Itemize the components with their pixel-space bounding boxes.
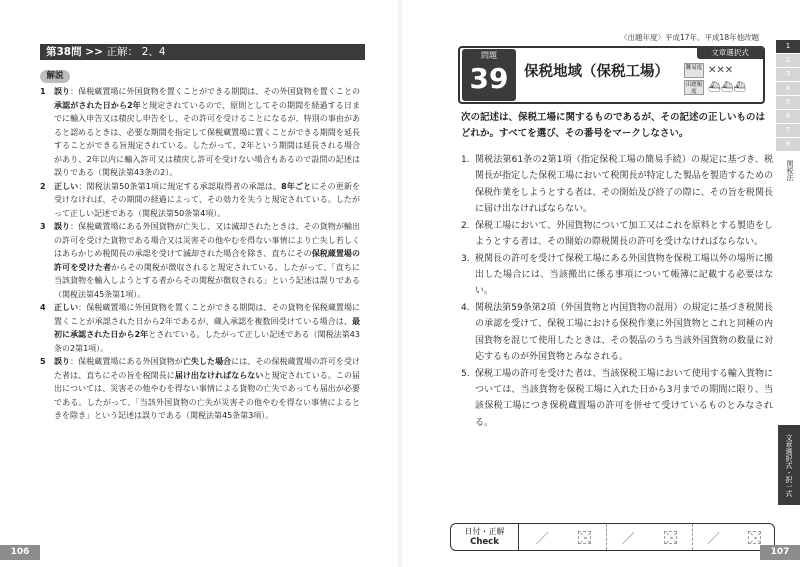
explanation-number: 5: [40, 357, 46, 366]
option-item: [461, 300, 773, 365]
option-item: [461, 251, 773, 300]
side-tab[interactable]: 6: [776, 110, 800, 123]
type-badge: 文章選択式: [697, 46, 763, 59]
header-arrows: >>: [85, 46, 107, 58]
check-label: 日付・正解: [464, 527, 505, 536]
option-text: 税関長の許可を受けて保税工場にある外国貨物を保税工場以外の場所に搬出した場合には、当該搬出に係る事項について帳簿に記載する必要はない。: [475, 253, 773, 297]
question-title: 保税地域（保税工場）: [524, 64, 669, 80]
difficulty-row: [684, 62, 758, 79]
check-cell[interactable]: [607, 524, 693, 550]
option-number: 4.: [461, 303, 470, 314]
side-tab[interactable]: 5: [776, 96, 800, 109]
difficulty-icons: ✕✕✕: [708, 65, 734, 76]
side-tab[interactable]: 8: [776, 138, 800, 151]
explanation-item: [40, 180, 360, 221]
option-item: [461, 366, 773, 431]
option-number: 3.: [461, 253, 470, 264]
explanation-item: [40, 220, 360, 301]
difficulty-label: 難易度: [684, 63, 704, 78]
option-text: 保税工場の許可を受けた者は、当該保税工場において使用する輸入貨物については、当該貨物を保税工場に入れた日から3月までの期間に限り、当該保税工場につき保税蔵置場の許可を併せて受けているものとみなされる。: [475, 368, 773, 428]
question-intro: 次の記述は、保税工場に関するものであるが、その記述の正しいものはどれか。すべてを選び、その番号をマークしなさい。: [461, 112, 766, 139]
option-item: [461, 218, 773, 251]
slash-mark: ／: [535, 531, 549, 547]
check-word: Check: [470, 537, 499, 547]
option-item: [461, 152, 773, 217]
frequency-row: [684, 79, 758, 96]
dotted-x-icon: [664, 531, 677, 544]
option-text: 関税法第59条第2項（外国貨物と内国貨物の混用）の規定に基づき税関長の承認を受けて、保税工場における保税作業に外国貨物とこれと同種の内国貨物を混じて使用したときは、その製品のうち当該外国貨物の数量に対応するものが外国貨物とみなされる。: [475, 303, 773, 363]
explanation-text: 誤り：保税蔵置場にある外国貨物が亡失し、又は滅却されたときは、その貨物が輸出の許可を受けた貨物である場合又は災害その他やむを得ない事情により亡失し若しくはあらかじめ税関長の承認を受けて滅却された場合を除き、直ちにその保税蔵置場の許可を受けた者からその関税が徴収されると規定されている。したがって、「直ちに当該貨物を輸入しようとする者からその関税が徴収される」という記述は誤りである（関税法第45条第1項）。: [54, 222, 361, 299]
side-tab[interactable]: 7: [776, 124, 800, 137]
explanation-text: 誤り：保税蔵置場に外国貨物を置くことができる期間は、その外国貨物を置くことの承認がされた日から2年と規定されているので、原則としてその期間を経過する日までに輸入申告又は積戻し申告をし、その許可を受けることになるが、特別の事由があると認めるときは、必要な期間を指定して保税蔵置場に置くことができる期間を延長することができる旨規定されている。したがって、2年という期間は延長される場合があり、2年以内に輸入許可又は積戻し許可を受けない場合もあるので設問の記述は誤りである（関税法第43条の2）。: [54, 87, 360, 177]
side-category: 文章選択式・択一式: [778, 425, 800, 505]
option-text: 保税工場において、外国貨物について加工又はこれを原料とする製造をしようとする者は、その開始の際税関長の許可を受けなければならない。: [475, 220, 773, 247]
page-number-right: 107: [760, 545, 800, 560]
explanation-number: 4: [40, 303, 46, 312]
mondai-label: 問題: [481, 51, 497, 60]
explanation-item: [40, 355, 360, 423]
slash-mark: ／: [621, 531, 635, 547]
answer-value: 2、4: [141, 46, 166, 58]
explanation-list: [40, 85, 360, 423]
explanation-text: 正しい：保税蔵置場に外国貨物を置くことができる期間は、その貨物を保税蔵置場に置くことが承認された日から2年であるが、蔵入承認を複数回受けている場合は、最初に承認された日から2年とされている。したがって正しい記述である（関税法第43条の2第1項）。: [54, 303, 361, 353]
side-tab[interactable]: 2: [776, 54, 800, 67]
dotted-x-icon: [578, 531, 591, 544]
question-header: 第38問: [46, 46, 82, 58]
explanation-item: [40, 301, 360, 355]
explanation-item: [40, 85, 360, 180]
option-number: 2.: [461, 220, 470, 231]
side-label: 関税法: [786, 160, 794, 181]
question-number: 39: [469, 62, 509, 95]
frequency-label: 出題頻度: [685, 82, 703, 95]
explanation-label: 解説: [40, 70, 70, 83]
question-number-box: [462, 49, 516, 101]
explanation-number: 2: [40, 181, 46, 191]
side-tabs: [776, 40, 800, 152]
question-header-bar: [40, 44, 365, 60]
side-tab[interactable]: 4: [776, 82, 800, 95]
option-text: 関税法第61条の2第1項（指定保税工場の簡易手続）の規定に基づき、税関長が指定した保税工場において税関長が特定した製品を製造するための保税作業をしようとする者は、その開始及び終了の際に、その旨を税関長に届け出なければならない。: [475, 155, 773, 214]
option-number: 5.: [461, 368, 470, 379]
answer-prefix: 正解：: [106, 46, 139, 58]
explanation-number: 3: [40, 222, 46, 231]
check-header: [451, 524, 519, 550]
option-number: 1.: [461, 155, 470, 165]
page-number-left: 106: [0, 545, 40, 560]
check-box: [450, 523, 775, 551]
frequency-icons: ⛴⛴⛴: [708, 82, 747, 93]
side-tab[interactable]: 3: [776, 68, 800, 81]
rating-box: [684, 62, 758, 98]
slash-mark: ／: [706, 531, 720, 547]
explanation-text: 正しい：関税法第50条第1項に規定する承認取得者の承認は、8年ごとにその更新を受けなければ、その期間の経過によって、その効力を失うと規定されている。したがって正しい記述である（関税法第50条第4項）。: [54, 181, 360, 218]
side-tab[interactable]: 1: [776, 40, 800, 53]
explanation-number: 1: [40, 87, 46, 96]
year-note: 〈出題年度〉平成17年、平成18年他改題: [620, 33, 760, 42]
explanation-text: 誤り：保税蔵置場にある外国貨物が亡失した場合には、その保税蔵置場の許可を受けた者は、直ちにその旨を税関長に届け出なければならないと規定されている。この届出については、災害その他やむを得ない事情による貨物の亡失であっても届出が必要である。したがって、「当該外国貨物の亡失が災害その他やむを得ない事情によるときを除き」という記述は誤りである（関税法第45条第3項）。: [54, 357, 361, 420]
check-cell[interactable]: [521, 524, 607, 550]
dotted-x-icon: [748, 531, 761, 544]
options-list: [461, 152, 773, 432]
